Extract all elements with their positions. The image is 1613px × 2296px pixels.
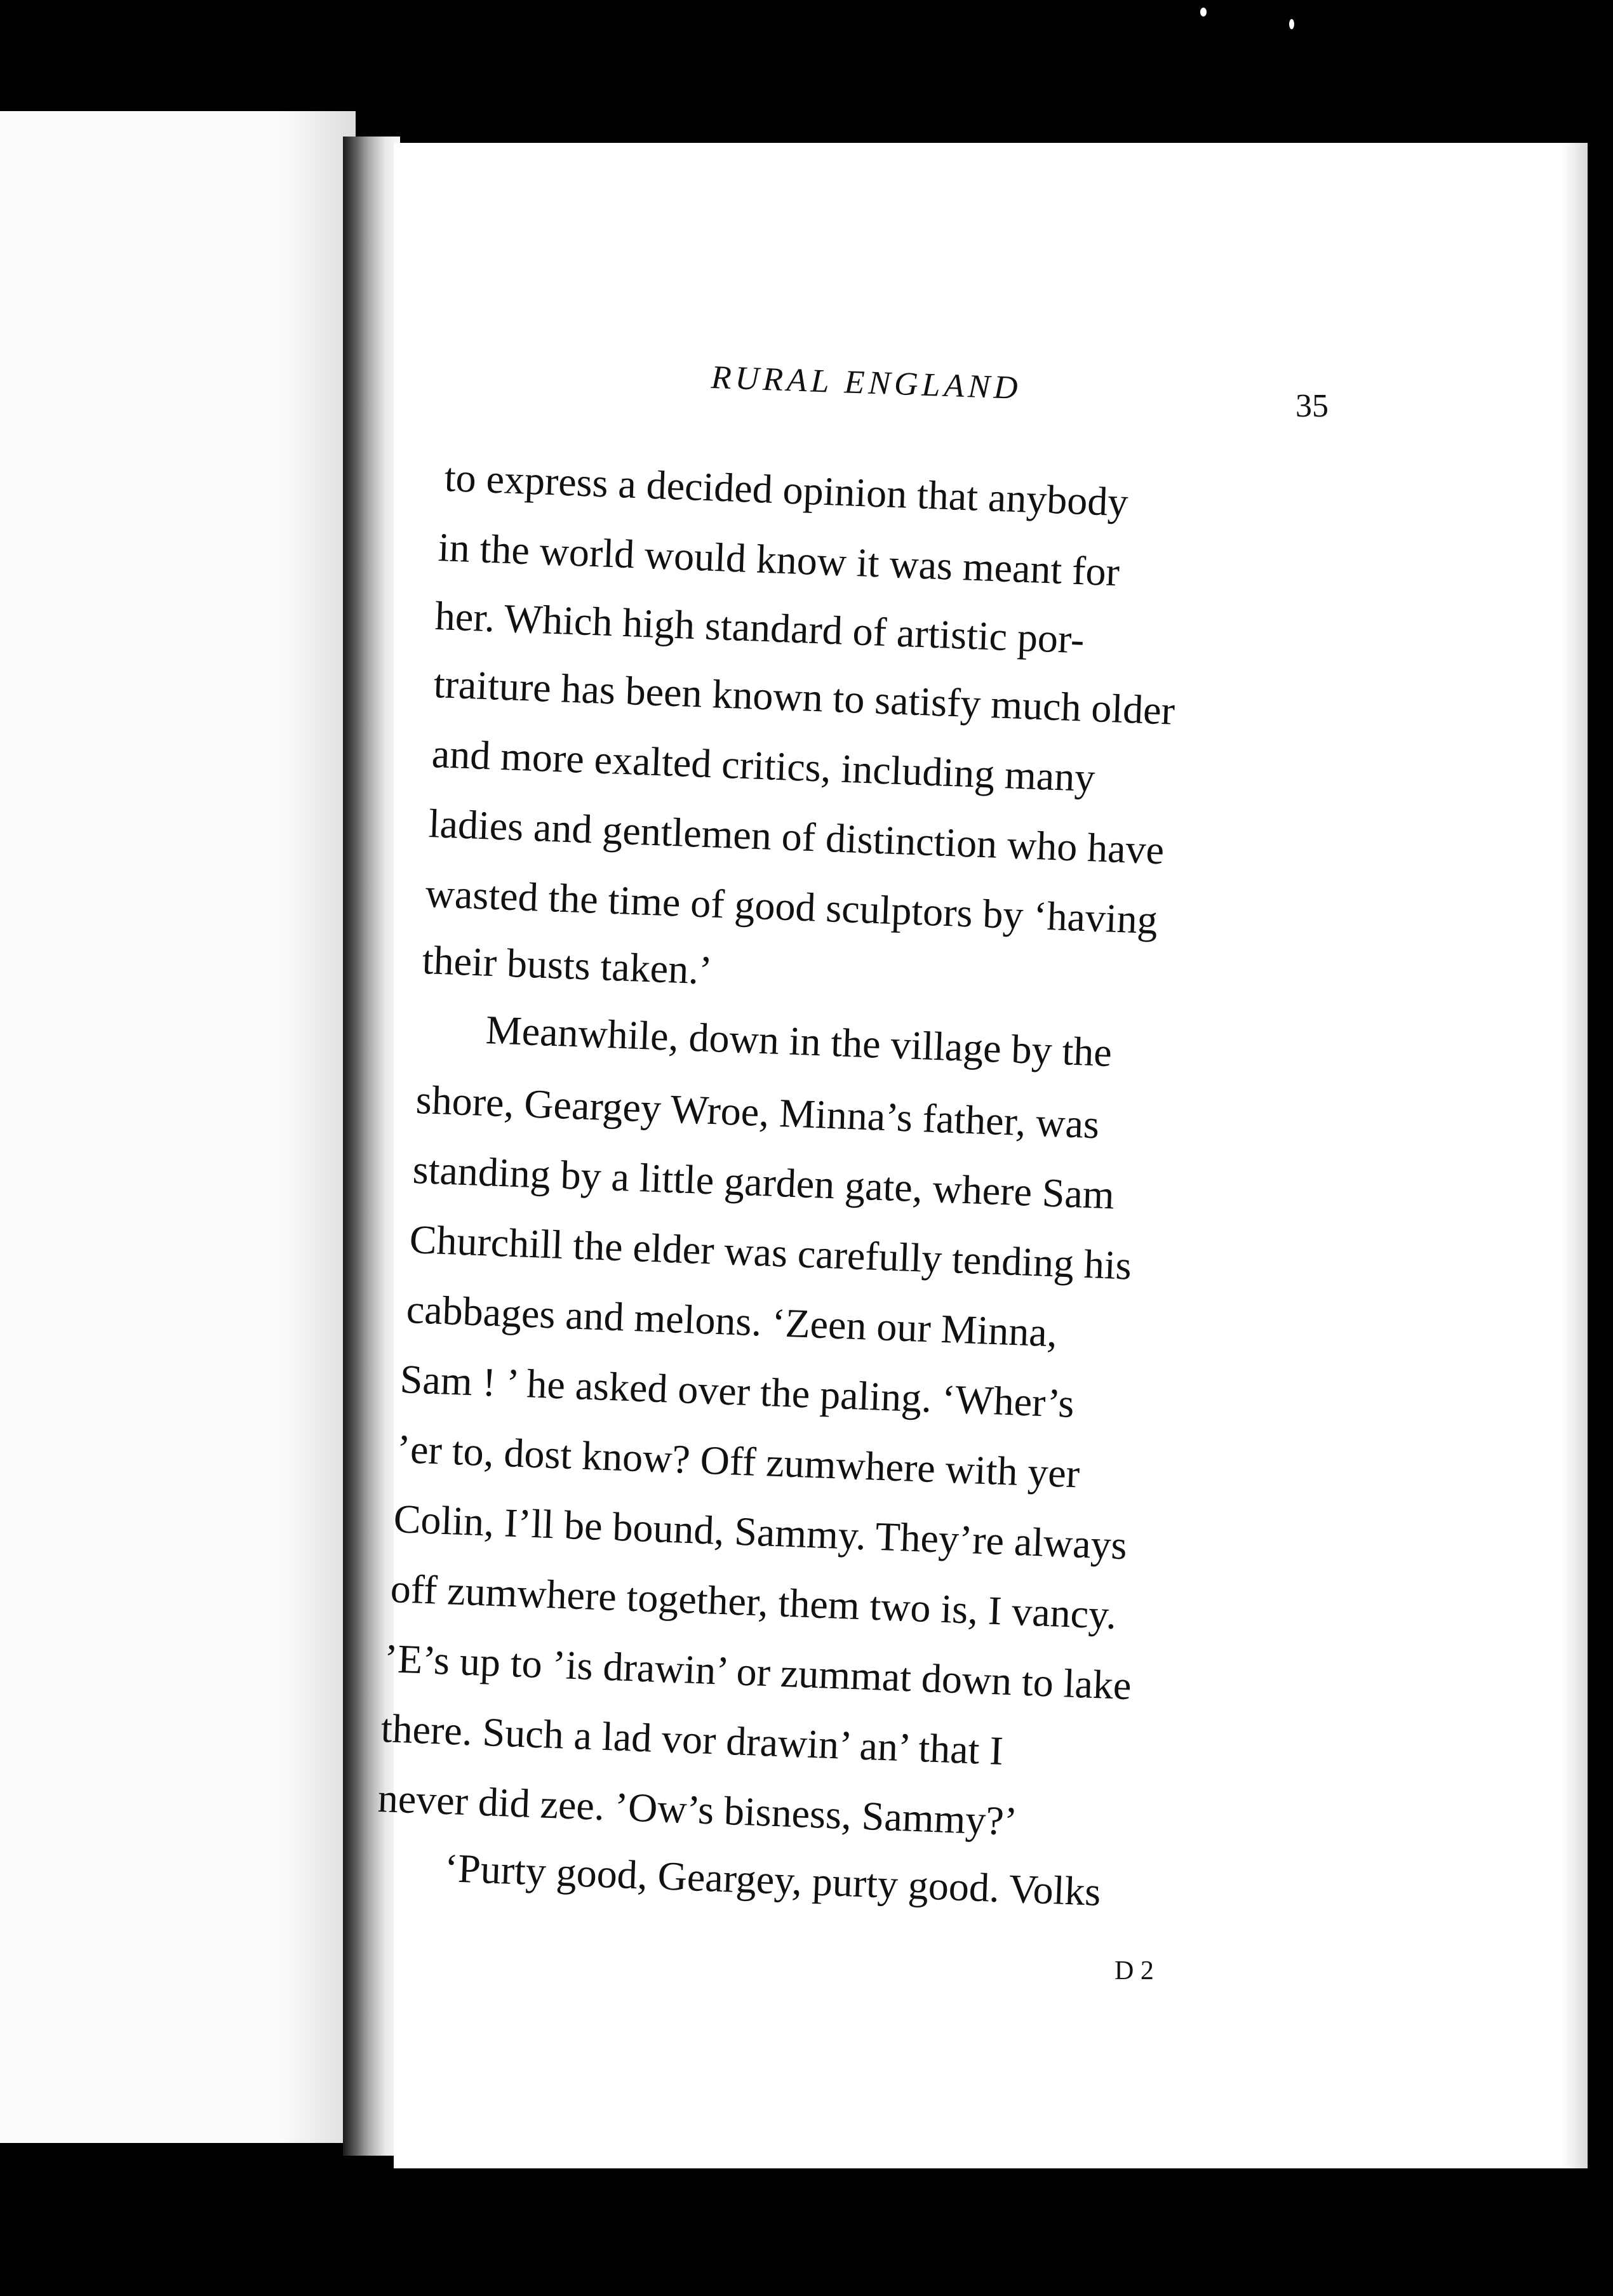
body-line: ladies and gentlemen of distinction who have (427, 801, 1165, 873)
body-line: their busts taken.’ (421, 937, 713, 993)
body-line: traiture has been known to satisfy much older (432, 661, 1176, 733)
left-page (0, 111, 356, 2143)
scan-speck (1289, 19, 1294, 29)
book-gutter (343, 137, 400, 2156)
running-head: RURAL ENGLAND (711, 359, 1022, 407)
body-line: ’er to, dost know? Off zumwhere with yer (396, 1426, 1081, 1497)
body-line: Colin, I’ll be bound, Sammy. They’re always (392, 1496, 1128, 1568)
body-line: there. Such a lad vor drawin’ an’ that I (380, 1705, 1005, 1773)
body-line: off zumwhere together, them two is, I vancy. (389, 1566, 1118, 1638)
body-line: and more exalted critics, including many (431, 731, 1096, 801)
body-line: ‘Purty good, Geargey, purty good. Volks (443, 1845, 1102, 1914)
body-line: to express a decided opinion that anybody (443, 455, 1129, 525)
body-line: Churchill the elder was carefully tending his (408, 1217, 1132, 1288)
body-line: Meanwhile, down in the village by the (485, 1007, 1113, 1076)
signature-mark: D 2 (1114, 1956, 1154, 1986)
body-line: ’E’s up to ’is drawin’ or zummat down to lake (383, 1636, 1132, 1709)
right-page-edge (1562, 143, 1588, 2168)
body-line: standing by a little garden gate, where Sam (412, 1147, 1116, 1218)
body-line: in the world would know it was meant for (437, 524, 1121, 595)
body-line: Sam ! ’ he asked over the paling. ‘Wher’s (399, 1356, 1075, 1426)
scan-speck (1200, 8, 1207, 17)
page-number: 35 (1295, 388, 1329, 424)
body-line: wasted the time of good sculptors by ‘having (424, 871, 1159, 943)
body-line: cabbages and melons. ‘Zeen our Minna, (405, 1286, 1059, 1356)
body-line: never did zee. ’Ow’s bisness, Sammy?’ (377, 1775, 1019, 1844)
body-line: shore, Geargey Wroe, Minna’s father, was (415, 1077, 1101, 1147)
body-line: her. Which high standard of artistic por- (434, 593, 1085, 662)
